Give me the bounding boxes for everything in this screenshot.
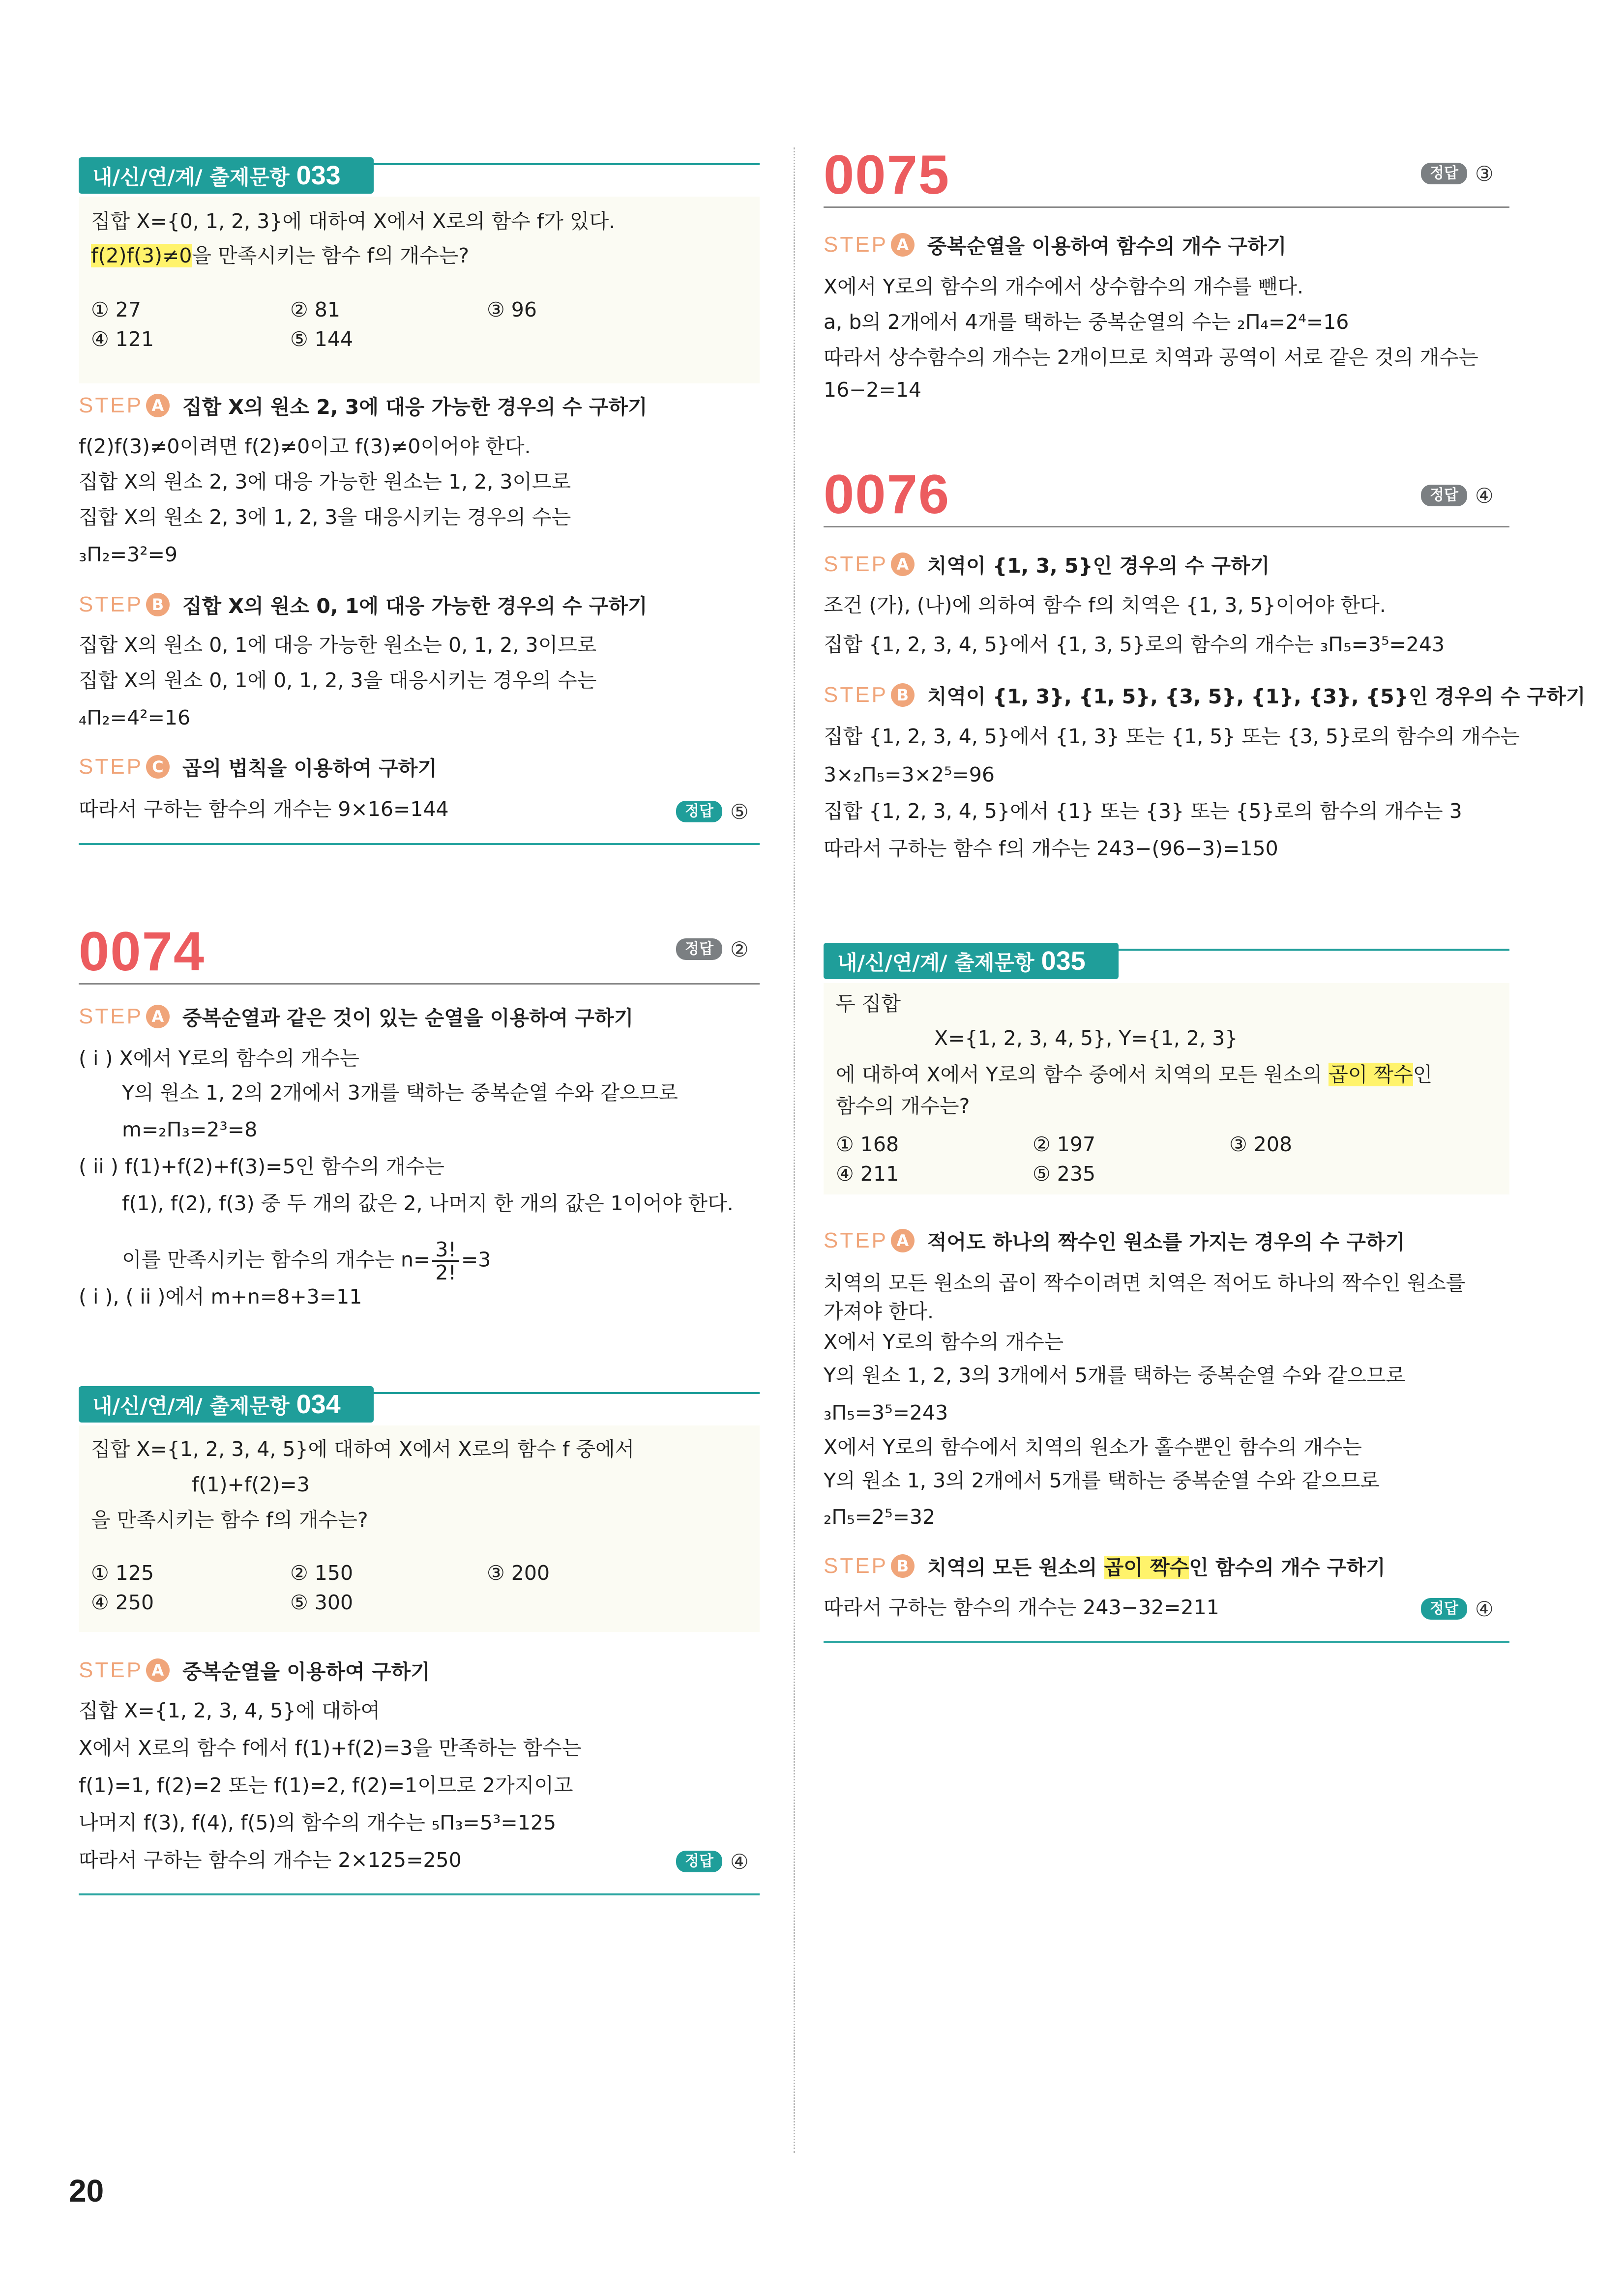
solution-line: 이를 만족시키는 함수의 개수는 n= $\frac{3!}{2!}$ =3 bbox=[122, 1238, 491, 1284]
solution-line: 16−2=14 bbox=[824, 378, 922, 402]
column-divider bbox=[794, 147, 795, 2153]
solution-line: 집합 X={1, 2, 3, 4, 5}에 대하여 bbox=[79, 1699, 381, 1722]
solution-line: 집합 {1, 2, 3, 4, 5}에서 {1, 3} 또는 {1, 5} 또는 {3, 5}로의 함수의 개수는 bbox=[824, 725, 1520, 748]
answer-badge: 정답 ⑤ bbox=[676, 800, 749, 823]
solution-line: m=₂Π₃=2³=8 bbox=[122, 1118, 258, 1141]
problem-034-tag: 내/신/연/계/ 출제문항 034 bbox=[79, 1386, 374, 1423]
problem-033-stem-line-1: 집합 X={0, 1, 2, 3}에 대하여 X에서 X로의 함수 f가 있다. bbox=[91, 209, 616, 233]
solution-line: X에서 Y로의 함수의 개수는 bbox=[824, 1330, 1064, 1354]
answer-badge: 정답 ④ bbox=[1421, 484, 1494, 507]
page-number: 20 bbox=[69, 2173, 104, 2209]
fraction: $\frac{3!}{2!}$ bbox=[432, 1239, 459, 1283]
step-a-header: STEP A 적어도 하나의 짝수인 원소를 가지는 경우의 수 구하기 bbox=[824, 1228, 1405, 1254]
choice-3: ③ 200 bbox=[487, 1561, 550, 1585]
step-a-header: STEP A 중복순열을 이용하여 함수의 개수 구하기 bbox=[824, 232, 1287, 258]
problem-rule bbox=[79, 983, 760, 985]
problem-033-tag-line bbox=[374, 163, 760, 165]
solution-line: ( ii ) f(1)+f(2)+f(3)=5인 함수의 개수는 bbox=[79, 1155, 444, 1178]
problem-rule bbox=[824, 206, 1509, 208]
solution-line: Y의 원소 1, 3의 2개에서 5개를 택하는 중복순열 수와 같으므로 bbox=[824, 1469, 1380, 1492]
solution-line: 집합 X의 원소 2, 3에 1, 2, 3을 대응시키는 경우의 수는 bbox=[79, 505, 571, 529]
problem-number: 0076 bbox=[824, 464, 950, 525]
section-rule bbox=[824, 1641, 1509, 1643]
problem-035-stem-line-3: 에 대하여 X에서 Y로의 함수 중에서 치역의 모든 원소의 곱이 짝수인 bbox=[836, 1063, 1433, 1086]
step-b-header: STEP B 치역의 모든 원소의 곱이 짝수인 함수의 개수 구하기 bbox=[824, 1553, 1386, 1579]
solution-line: ( i ) X에서 Y로의 함수의 개수는 bbox=[79, 1046, 359, 1070]
choice-4: ④ 211 bbox=[836, 1162, 899, 1186]
problem-number: 0074 bbox=[79, 921, 206, 982]
solution-line: ( i ), ( ii )에서 m+n=8+3=11 bbox=[79, 1285, 362, 1308]
choice-5: ⑤ 300 bbox=[290, 1591, 354, 1614]
choice-3: ③ 208 bbox=[1229, 1133, 1293, 1156]
step-a-header: STEP A 중복순열을 이용하여 구하기 bbox=[79, 1657, 430, 1684]
problem-034-stem-line-3: 을 만족시키는 함수 f의 개수는? bbox=[91, 1508, 368, 1532]
highlight-even-product: 곱이 짝수 bbox=[1104, 1556, 1189, 1579]
solution-line: 따라서 구하는 함수의 개수는 2×125=250 bbox=[79, 1848, 462, 1872]
choice-5: ⑤ 235 bbox=[1033, 1162, 1096, 1186]
solution-line: Y의 원소 1, 2의 2개에서 3개를 택하는 중복순열 수와 같으므로 bbox=[122, 1081, 679, 1104]
choice-1: ① 27 bbox=[91, 298, 141, 321]
solution-line: 나머지 f(3), f(4), f(5)의 함수의 개수는 ₅Π₃=5³=125 bbox=[79, 1811, 557, 1834]
step-a-header: STEP A 치역이 {1, 3, 5}인 경우의 수 구하기 bbox=[824, 552, 1270, 578]
choice-1: ① 125 bbox=[91, 1561, 154, 1585]
choice-2: ② 150 bbox=[290, 1561, 354, 1585]
highlight-even-product: 곱이 짝수 bbox=[1329, 1063, 1413, 1086]
solution-line: a, b의 2개에서 4개를 택하는 중복순열의 수는 ₂Π₄=2⁴=16 bbox=[824, 310, 1349, 334]
solution-line: ₃Π₂=3²=9 bbox=[79, 543, 178, 566]
problem-033-stem-line-2: f(2)f(3)≠0을 만족시키는 함수 f의 개수는? bbox=[91, 244, 470, 267]
problem-number: 0075 bbox=[824, 144, 950, 205]
choice-2: ② 81 bbox=[290, 298, 340, 321]
problem-034-condition: f(1)+f(2)=3 bbox=[192, 1473, 310, 1496]
section-rule bbox=[79, 1893, 760, 1895]
solution-line: 3×₂Π₅=3×2⁵=96 bbox=[824, 763, 995, 786]
solution-line: 따라서 구하는 함수의 개수는 9×16=144 bbox=[79, 797, 449, 821]
solution-line: 따라서 구하는 함수 f의 개수는 243−(96−3)=150 bbox=[824, 837, 1278, 860]
choice-4: ④ 121 bbox=[91, 327, 154, 351]
step-c-header: STEP C 곱의 법칙을 이용하여 구하기 bbox=[79, 754, 438, 780]
problem-rule bbox=[824, 526, 1509, 527]
solution-line: ₃Π₅=3⁵=243 bbox=[824, 1401, 948, 1424]
step-a-header: STEP A 집합 X의 원소 2, 3에 대응 가능한 경우의 수 구하기 bbox=[79, 393, 648, 419]
problem-035-background bbox=[824, 983, 1509, 1194]
solution-line: 따라서 상수함수의 개수는 2개이므로 치역과 공역이 서로 같은 것의 개수는 bbox=[824, 346, 1478, 369]
solution-line: ₄Π₂=4²=16 bbox=[79, 706, 191, 729]
choice-4: ④ 250 bbox=[91, 1591, 154, 1614]
problem-035-sets: X={1, 2, 3, 4, 5}, Y={1, 2, 3} bbox=[934, 1026, 1238, 1050]
answer-badge: 정답 ③ bbox=[1421, 162, 1494, 185]
solution-line: f(1)=1, f(2)=2 또는 f(1)=2, f(2)=1이므로 2가지이고 bbox=[79, 1773, 573, 1797]
step-b-header: STEP B 집합 X의 원소 0, 1에 대응 가능한 경우의 수 구하기 bbox=[79, 592, 648, 618]
solution-line: Y의 원소 1, 2, 3의 3개에서 5개를 택하는 중복순열 수와 같으므로 bbox=[824, 1364, 1406, 1387]
choice-5: ⑤ 144 bbox=[290, 327, 354, 351]
solution-line: 집합 X의 원소 0, 1에 0, 1, 2, 3을 대응시키는 경우의 수는 bbox=[79, 668, 597, 692]
solution-line: 집합 {1, 2, 3, 4, 5}에서 {1} 또는 {3} 또는 {5}로의 함수의 개수는 3 bbox=[824, 799, 1462, 823]
problem-033-tag: 내/신/연/계/ 출제문항 033 bbox=[79, 157, 374, 194]
solution-line: f(2)f(3)≠0이려면 f(2)≠0이고 f(3)≠0이어야 한다. bbox=[79, 435, 531, 458]
step-b-header: STEP B 치역이 {1, 3}, {1, 5}, {3, 5}, {1}, {3}, {5}인 경우의 수 구하기 bbox=[824, 682, 1586, 708]
solution-line: X에서 Y로의 함수에서 치역의 원소가 홀수뿐인 함수의 개수는 bbox=[824, 1435, 1362, 1459]
problem-034-tag-line bbox=[374, 1392, 760, 1394]
problem-035-stem-line-4: 함수의 개수는? bbox=[836, 1094, 970, 1118]
answer-badge: 정답 ② bbox=[676, 938, 749, 960]
problem-035-stem-line-1: 두 집합 bbox=[836, 992, 901, 1016]
solution-line: 따라서 구하는 함수의 개수는 243−32=211 bbox=[824, 1596, 1219, 1619]
solution-line: 가져야 한다. bbox=[824, 1300, 934, 1323]
solution-line: X에서 Y로의 함수의 개수에서 상수함수의 개수를 뺀다. bbox=[824, 275, 1304, 298]
solution-line: X에서 X로의 함수 f에서 f(1)+f(2)=3을 만족하는 함수는 bbox=[79, 1736, 582, 1760]
problem-033-condition: f(2)f(3)≠0 bbox=[91, 244, 192, 267]
solution-line: 집합 {1, 2, 3, 4, 5}에서 {1, 3, 5}로의 함수의 개수는 ₃Π₅=3⁵=243 bbox=[824, 633, 1445, 656]
problem-035-tag-line bbox=[1119, 949, 1509, 951]
step-a-header: STEP A 중복순열과 같은 것이 있는 순열을 이용하여 구하기 bbox=[79, 1004, 634, 1030]
solution-line: 집합 X의 원소 2, 3에 대응 가능한 원소는 1, 2, 3이므로 bbox=[79, 470, 571, 494]
problem-034-stem-line-1: 집합 X={1, 2, 3, 4, 5}에 대하여 X에서 X로의 함수 f 중에서 bbox=[91, 1437, 635, 1461]
choice-2: ② 197 bbox=[1033, 1133, 1096, 1156]
answer-badge: 정답 ④ bbox=[1421, 1598, 1494, 1620]
answer-badge: 정답 ④ bbox=[676, 1850, 749, 1873]
solution-line: 조건 (가), (나)에 의하여 함수 f의 치역은 {1, 3, 5}이어야 한다. bbox=[824, 593, 1386, 617]
solution-line: f(1), f(2), f(3) 중 두 개의 값은 2, 나머지 한 개의 값은 1이어야 한다. bbox=[122, 1192, 734, 1215]
section-rule bbox=[79, 843, 760, 845]
problem-035-tag: 내/신/연/계/ 출제문항 035 bbox=[824, 943, 1119, 979]
solution-line: ₂Π₅=2⁵=32 bbox=[824, 1505, 936, 1529]
choice-3: ③ 96 bbox=[487, 298, 537, 321]
solution-line: 치역의 모든 원소의 곱이 짝수이려면 치역은 적어도 하나의 짝수인 원소를 bbox=[824, 1271, 1466, 1295]
solution-line: 집합 X의 원소 0, 1에 대응 가능한 원소는 0, 1, 2, 3이므로 bbox=[79, 633, 597, 657]
choice-1: ① 168 bbox=[836, 1133, 899, 1156]
